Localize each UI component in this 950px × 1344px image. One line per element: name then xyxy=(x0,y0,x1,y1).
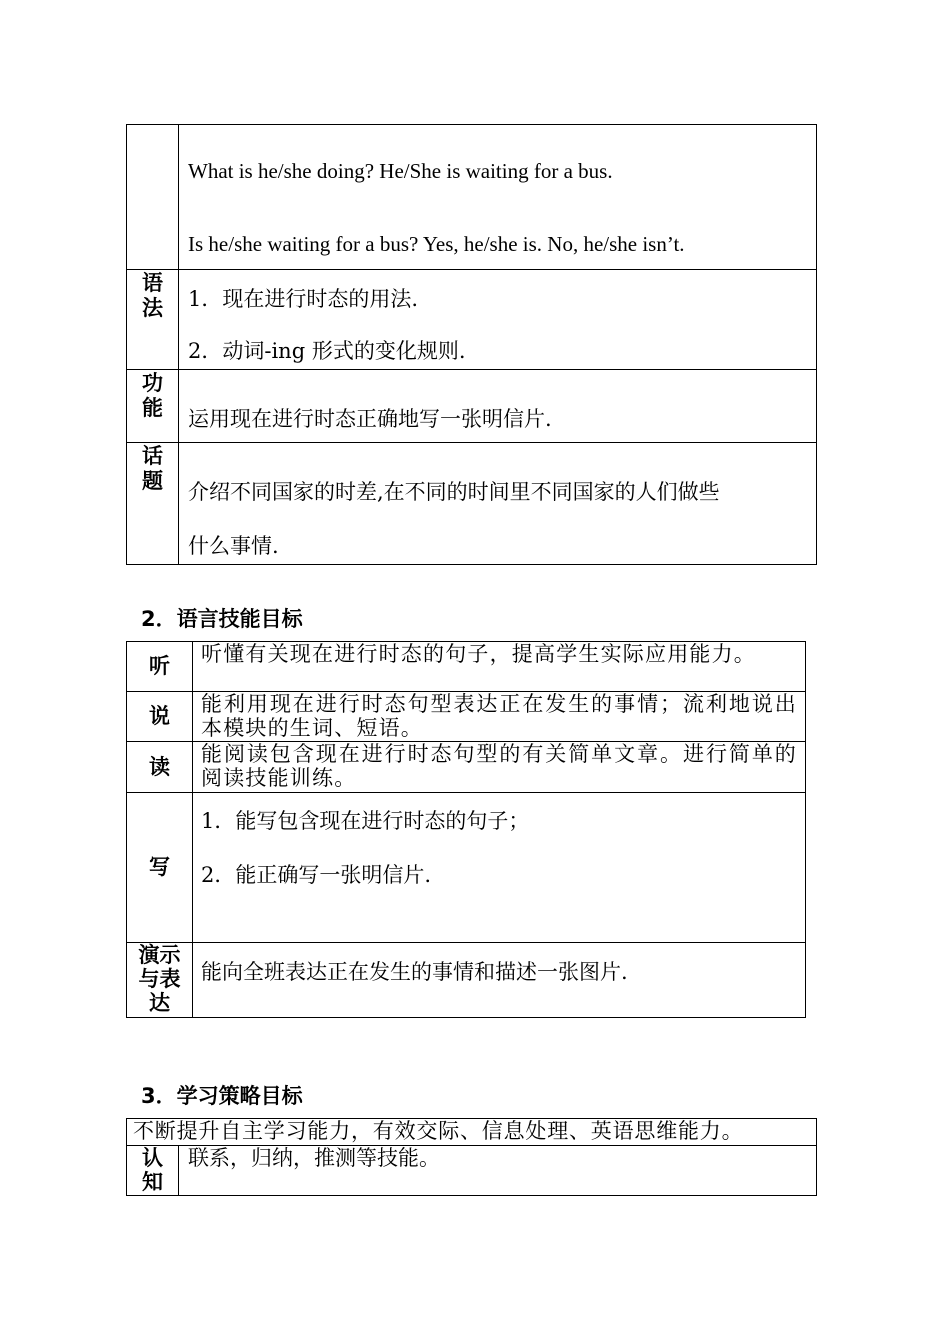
speaking-cell xyxy=(193,692,806,742)
table-row xyxy=(127,125,817,270)
cognition-text: 联系，归纳，推测等技能。 xyxy=(188,1146,440,1170)
topic-cell xyxy=(179,443,817,565)
writing-line-1: 1．能写包含现在进行时态的句子； xyxy=(201,809,530,833)
table-row xyxy=(127,943,806,1018)
function-line-1: 运用现在进行时态正确地写一张明信片. xyxy=(188,407,552,431)
row-label-grammar: 语法 xyxy=(127,270,179,370)
table-row xyxy=(127,642,806,692)
table-row xyxy=(127,1119,817,1146)
grammar-cell xyxy=(179,270,817,370)
strategy-banner xyxy=(127,1119,817,1146)
presentation-text: 能向全班表达正在发生的事情和描述一张图片. xyxy=(201,960,628,984)
table-row xyxy=(127,742,806,793)
topic-line-1: 介绍不同国家的时差,在不同的时间里不同国家的人们做些 xyxy=(188,480,720,504)
pattern-line-2: Is he/she waiting for a bus? Yes, he/she is. No, he/she isn’t. xyxy=(188,232,685,256)
listening-text: 听懂有关现在进行时态的句子，提高学生实际应用能力。 xyxy=(201,642,756,666)
writing-line-2: 2．能正确写一张明信片. xyxy=(201,863,432,887)
section-heading-learning-strategy: 3．学习策略目标 xyxy=(141,1084,303,1108)
section-heading-language-skills: 2．语言技能目标 xyxy=(141,607,303,631)
writing-cell xyxy=(193,793,806,943)
grammar-line-1: 1．现在进行时态的用法. xyxy=(188,287,419,311)
row-label-topic: 话题 xyxy=(127,443,179,565)
reading-text: 能阅读包含现在进行时态句型的有关简单文章。进行简单的阅读技能训练。 xyxy=(201,742,797,790)
row-label-listening: 听 xyxy=(127,642,193,692)
learning-strategy-table xyxy=(126,1118,817,1196)
sentence-patterns-cell xyxy=(179,125,817,270)
pattern-line-1: What is he/she doing? He/She is waiting for a bus. xyxy=(188,159,613,183)
row-label-empty xyxy=(127,125,179,270)
row-label-speaking: 说 xyxy=(127,692,193,742)
language-skills-table xyxy=(126,641,806,1018)
cognition-cell xyxy=(179,1146,817,1196)
function-cell xyxy=(179,370,817,443)
speaking-text: 能利用现在进行时态句型表达正在发生的事情；流利地说出本模块的生词、短语。 xyxy=(201,692,797,740)
row-label-presentation: 演示与表达 xyxy=(127,943,193,1018)
reading-cell xyxy=(193,742,806,793)
strategy-banner-text: 不断提升自主学习能力，有效交际、信息处理、英语思维能力。 xyxy=(133,1119,744,1143)
table-row xyxy=(127,270,817,370)
topic-line-2: 什么事情. xyxy=(188,534,279,558)
table-row xyxy=(127,443,817,565)
row-label-writing: 写 xyxy=(127,793,193,943)
row-label-function: 功能 xyxy=(127,370,179,443)
listening-cell xyxy=(193,642,806,692)
presentation-cell xyxy=(193,943,806,1018)
table-row xyxy=(127,1146,817,1196)
row-label-reading: 读 xyxy=(127,742,193,793)
grammar-line-2: 2．动词-ing 形式的变化规则. xyxy=(188,339,466,363)
row-label-cognition: 认知 xyxy=(127,1146,179,1196)
table-row xyxy=(127,370,817,443)
table-row xyxy=(127,692,806,742)
content-table xyxy=(126,124,817,565)
table-row xyxy=(127,793,806,943)
